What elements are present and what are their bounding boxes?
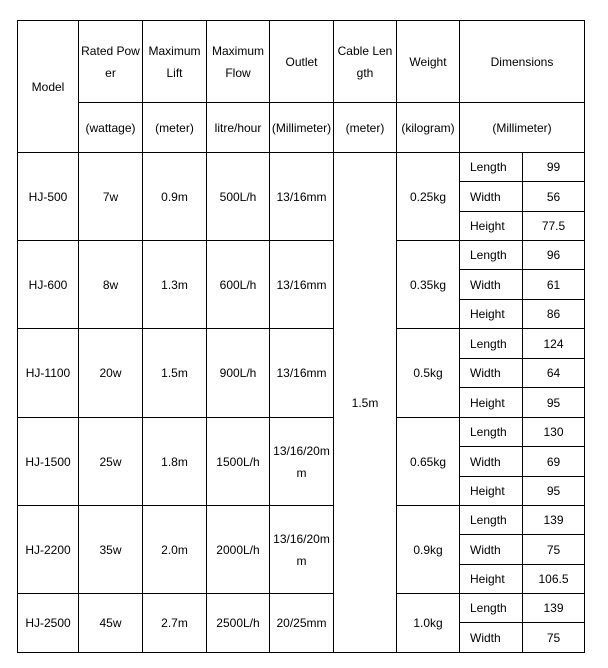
header-cable-length: Cable Length xyxy=(334,21,397,103)
cell-outlet: 13/16mm xyxy=(270,329,334,418)
dim-label-length: Length xyxy=(460,153,523,182)
cell-power: 45w xyxy=(79,594,143,653)
dim-label-width: Width xyxy=(460,535,523,565)
unit-maximum-flow: litre/hour xyxy=(207,103,270,153)
dim-value-height: 95 xyxy=(523,477,585,506)
dim-value-length: 124 xyxy=(523,329,585,359)
cell-weight: 0.35kg xyxy=(397,241,460,329)
dim-label-length: Length xyxy=(460,506,523,535)
header-model: Model xyxy=(18,21,79,153)
dim-label-width: Width xyxy=(460,182,523,212)
cell-power: 20w xyxy=(79,329,143,418)
dim-label-width: Width xyxy=(460,270,523,300)
cell-outlet: 13/16/20mm xyxy=(270,506,334,594)
dim-value-width: 75 xyxy=(523,535,585,565)
cell-model: HJ-500 xyxy=(18,153,79,241)
cell-lift: 2.7m xyxy=(143,594,207,653)
cell-outlet: 20/25mm xyxy=(270,594,334,653)
dim-label-length: Length xyxy=(460,329,523,359)
header-maximum-flow: Maximum Flow xyxy=(207,21,270,103)
cell-flow: 600L/h xyxy=(207,241,270,329)
dim-label-length: Length xyxy=(460,418,523,447)
dim-value-length: 130 xyxy=(523,418,585,447)
cell-flow: 2500L/h xyxy=(207,594,270,653)
header-outlet: Outlet xyxy=(270,21,334,103)
cell-lift: 0.9m xyxy=(143,153,207,241)
cell-power: 7w xyxy=(79,153,143,241)
unit-maximum-lift: (meter) xyxy=(143,103,207,153)
cell-outlet: 13/16/20mm xyxy=(270,418,334,506)
cell-weight: 0.5kg xyxy=(397,329,460,418)
cell-power: 35w xyxy=(79,506,143,594)
dim-value-length: 139 xyxy=(523,594,585,623)
unit-dimensions: (Millimeter) xyxy=(460,103,585,153)
unit-weight: (kilogram) xyxy=(397,103,460,153)
cell-weight: 1.0kg xyxy=(397,594,460,653)
dim-value-height: 106.5 xyxy=(523,565,585,594)
unit-rated-power: (wattage) xyxy=(79,103,143,153)
cell-model: HJ-2200 xyxy=(18,506,79,594)
cell-model: HJ-1500 xyxy=(18,418,79,506)
cell-weight: 0.65kg xyxy=(397,418,460,506)
spec-table-wrapper xyxy=(17,20,585,653)
dim-value-length: 96 xyxy=(523,241,585,270)
cell-power: 25w xyxy=(79,418,143,506)
dim-label-height: Height xyxy=(460,388,523,418)
dim-label-length: Length xyxy=(460,594,523,623)
cell-model: HJ-1100 xyxy=(18,329,79,418)
cell-outlet: 13/16mm xyxy=(270,153,334,241)
dim-label-width: Width xyxy=(460,359,523,388)
header-rated-power: Rated Power xyxy=(79,21,143,103)
cell-flow: 500L/h xyxy=(207,153,270,241)
pump-spec-table xyxy=(17,20,585,653)
unit-outlet: (Millimeter) xyxy=(270,103,334,153)
cell-lift: 1.5m xyxy=(143,329,207,418)
cell-lift: 1.3m xyxy=(143,241,207,329)
dim-label-width: Width xyxy=(460,447,523,477)
cell-cable-length: 1.5m xyxy=(334,153,397,653)
header-weight: Weight xyxy=(397,21,460,103)
cell-outlet: 13/16mm xyxy=(270,241,334,329)
cell-flow: 2000L/h xyxy=(207,506,270,594)
dim-value-width: 75 xyxy=(523,623,585,653)
dim-value-width: 64 xyxy=(523,359,585,388)
cell-weight: 0.25kg xyxy=(397,153,460,241)
dim-value-length: 99 xyxy=(523,153,585,182)
cell-model: HJ-600 xyxy=(18,241,79,329)
cell-flow: 1500L/h xyxy=(207,418,270,506)
header-dimensions: Dimensions xyxy=(460,21,585,103)
header-maximum-lift: Maximum Lift xyxy=(143,21,207,103)
dim-value-width: 61 xyxy=(523,270,585,300)
dim-value-height: 86 xyxy=(523,300,585,329)
cell-weight: 0.9kg xyxy=(397,506,460,594)
dim-label-length: Length xyxy=(460,241,523,270)
cell-power: 8w xyxy=(79,241,143,329)
dim-value-height: 77.5 xyxy=(523,212,585,241)
unit-cable-length: (meter) xyxy=(334,103,397,153)
dim-value-height: 95 xyxy=(523,388,585,418)
cell-lift: 2.0m xyxy=(143,506,207,594)
cell-lift: 1.8m xyxy=(143,418,207,506)
dim-label-height: Height xyxy=(460,212,523,241)
cell-model: HJ-2500 xyxy=(18,594,79,653)
cell-flow: 900L/h xyxy=(207,329,270,418)
dim-value-length: 139 xyxy=(523,506,585,535)
dim-label-height: Height xyxy=(460,477,523,506)
dim-label-height: Height xyxy=(460,565,523,594)
dim-label-width: Width xyxy=(460,623,523,653)
dim-value-width: 69 xyxy=(523,447,585,477)
dim-label-height: Height xyxy=(460,300,523,329)
dim-value-width: 56 xyxy=(523,182,585,212)
